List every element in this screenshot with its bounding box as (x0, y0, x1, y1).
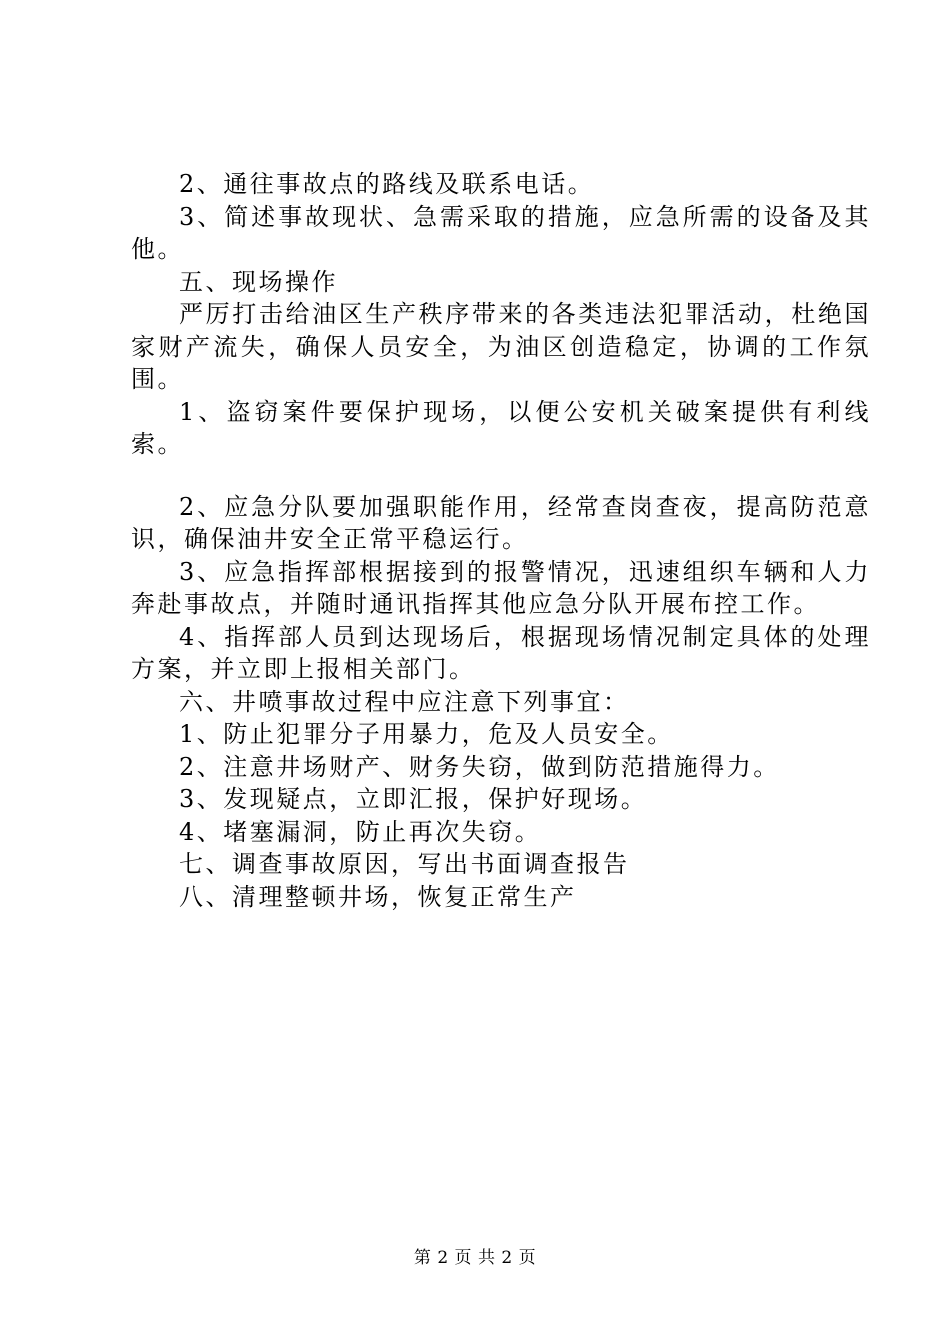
paragraph-emergency-team: 2、应急分队要加强职能作用，经常查岗查夜，提高防范意识，确保油井安全正常平稳运行。 (131, 492, 871, 553)
heading-restore-production: 八、清理整顿井场，恢复正常生产 (179, 882, 577, 911)
paragraph-accident-status: 3、简述事故现状、急需采取的措施，应急所需的设备及其他。 (131, 202, 871, 263)
list-item-prevent-violence: 1、防止犯罪分子用暴力，危及人员安全。 (179, 720, 674, 748)
heading-blowout-notes: 六、井喷事故过程中应注意下列事宜： (179, 687, 630, 716)
list-item-report-suspicion: 3、发现疑点，立即汇报，保护好现场。 (179, 785, 648, 813)
list-item-property-theft: 2、注意井场财产、财务失窃，做到防范措施得力。 (179, 752, 780, 781)
paragraph-command-center: 3、应急指挥部根据接到的报警情况，迅速组织车辆和人力奔赴事故点，并随时通讯指挥其他应急分队开展布控工作。 (131, 557, 871, 618)
paragraph-theft-scene: 1、盗窃案件要保护现场，以便公安机关破案提供有利线索。 (131, 397, 871, 458)
paragraph-command-staff: 4、指挥部人员到达现场后，根据现场情况制定具体的处理方案，并立即上报相关部门。 (131, 622, 871, 683)
heading-investigation: 七、调查事故原因，写出书面调查报告 (179, 850, 630, 878)
paragraph-crackdown: 严厉打击给油区生产秩序带来的各类违法犯罪活动，杜绝国家财产流失，确保人员安全，为油区创造稳定，协调的工作氛围。 (131, 300, 871, 393)
heading-site-operation: 五、现场操作 (179, 267, 338, 296)
document-body (131, 168, 871, 913)
list-item-plug-loopholes: 4、堵塞漏洞，防止再次失窃。 (179, 817, 542, 846)
paragraph-route-phone: 2、通往事故点的路线及联系电话。 (179, 170, 595, 198)
page-number-footer: 第 2 页 共 2 页 (413, 1248, 537, 1268)
